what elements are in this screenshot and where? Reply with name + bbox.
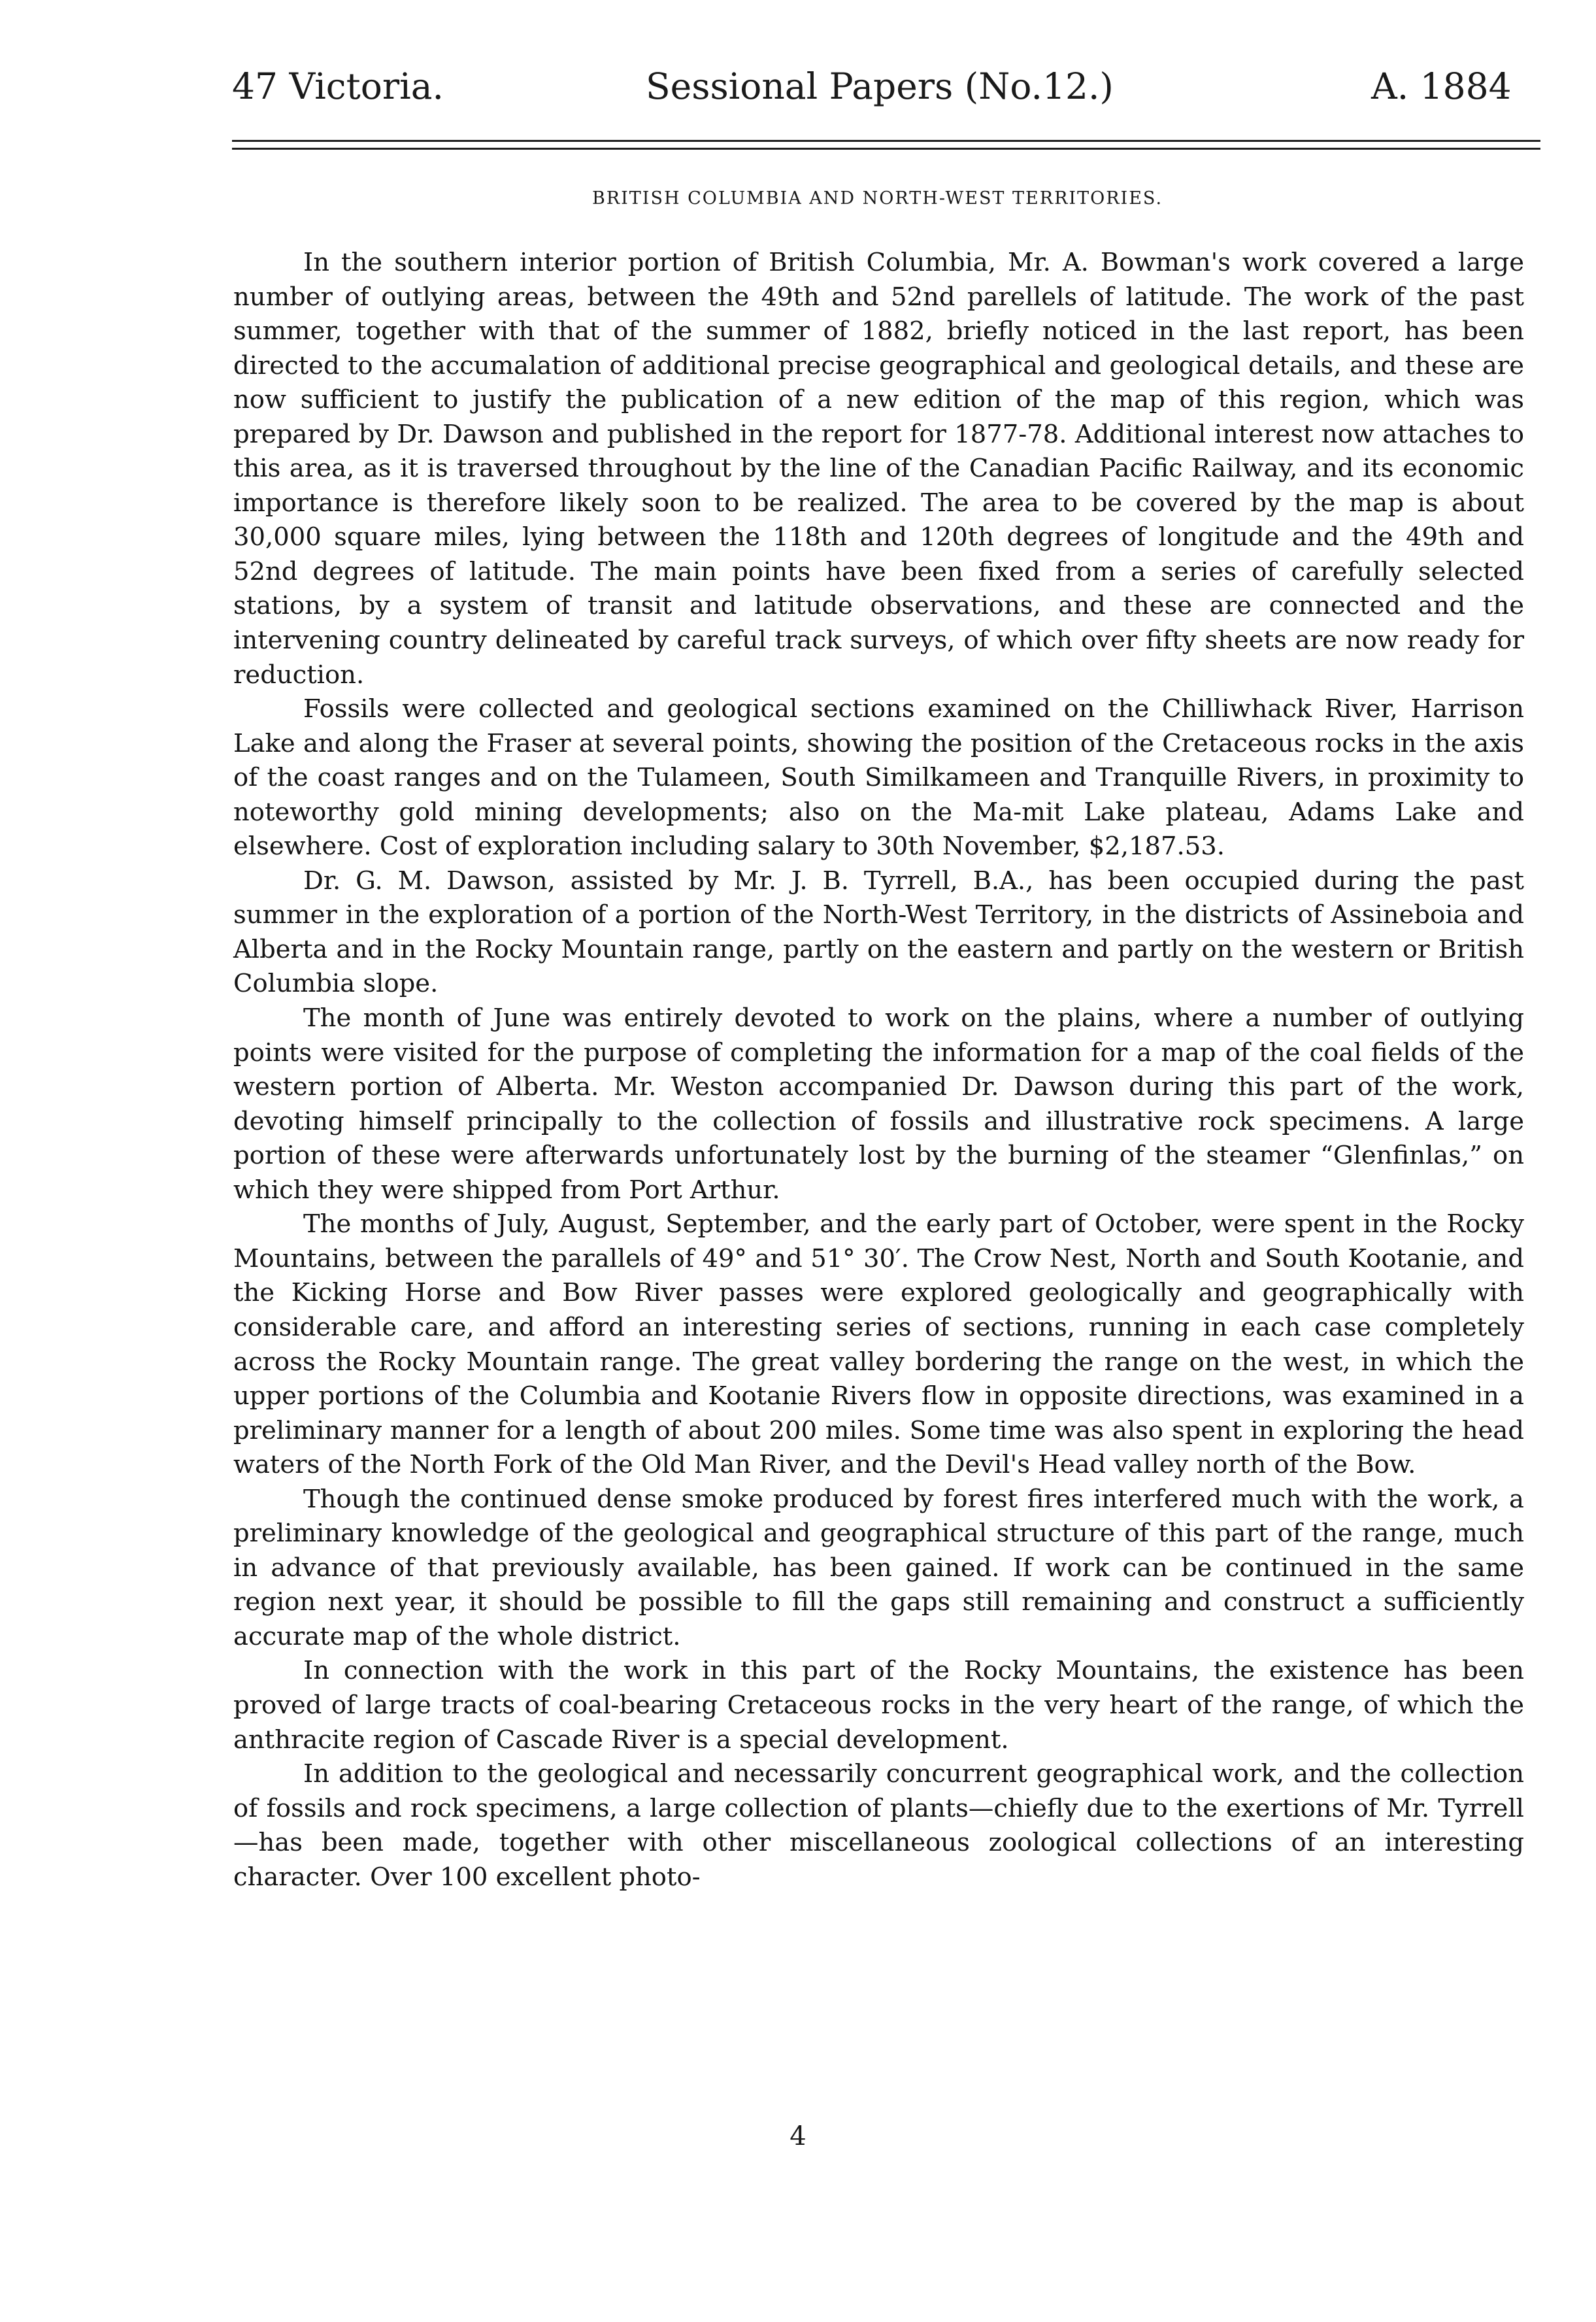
paragraph: Dr. G. M. Dawson, assisted by Mr. J. B. Tyrrell, B.A., has been occupied during the past summer in the exploration of a portion of the North-West Territory, in the districts of Assineboia and Alberta and in the Rocky Mountain range, partly on the eastern and partly on the western or British Columbia slope.: [233, 866, 1524, 999]
page-number: 4: [790, 2121, 806, 2151]
paragraph: The months of July, August, September, and the early part of October, were spent in the Rocky Mountains, between the parallels of 49° and 51° 30′. The Crow Nest, North and South Kootanie, and the Kicking Horse and Bow River passes were explored geologically and geographically with considerable care, and afford an interesting series of sections, running in each case completely across the Rocky Mountain range. The great valley bordering the range on the west, in which the upper portions of the Columbia and Kootanie Rivers flow in opposite directions, was examined in a preliminary manner for a length of about 200 miles. Some time was also spent in exploring the head waters of the North Fork of the Old Man River, and the Devil's Head valley north of the Bow.: [233, 1209, 1524, 1480]
paragraph: The month of June was entirely devoted to work on the plains, where a number of outlying points were visited for the purpose of completing the information for a map of the coal fields of the western portion of Alberta. Mr. Weston accompanied Dr. Dawson during this part of the work, devoting himself principally to the collection of fossils and illustrative rock specimens. A large portion of these were afterwards unfortunately lost by the burning of the steamer “Glenfinlas,” on which they were shipped from Port Arthur.: [233, 1003, 1524, 1205]
paragraph: In connection with the work in this part of the Rocky Mountains, the existence has been proved of large tracts of coal-bearing Cretaceous rocks in the very heart of the range, of which the anthracite region of Cascade River is a special development.: [233, 1656, 1524, 1755]
paragraph: Though the continued dense smoke produced by forest fires interfered much with the work, a preliminary knowledge of the geological and geographical structure of this part of the range, much in advance of that previously available, has been gained. If work can be continued in the same region next year, it should be possible to fill the gaps still remaining and construct a sufficiently accurate map of the whole district.: [233, 1484, 1524, 1651]
paragraph: Fossils were collected and geological sections examined on the Chilliwhack River, Harrison Lake and along the Fraser at several points, showing the position of the Cretaceous rocks in the axis of the coast ranges and on the Tulameen, South Similkameen and Tranquille Rivers, in proximity to noteworthy gold mining developments; also on the Ma-mit Lake plateau, Adams Lake and elsewhere. Cost of exploration including salary to 30th November, $2,187.53.: [233, 694, 1524, 862]
section-title: BRITISH COLUMBIA AND NORTH-WEST TERRITORIES.: [591, 188, 1163, 209]
header-sessional-papers: Sessional Papers (No.12.): [646, 65, 1114, 107]
body-text: [233, 246, 1524, 1894]
paragraph: In addition to the geological and necessarily concurrent geographical work, and the collection of fossils and rock specimens, a large collection of plants—chiefly due to the exertions of Mr. Tyrrell—has been made, together with other miscellaneous zoological collections of an interesting character. Over 100 excellent photo-: [233, 1759, 1524, 1892]
header-rule-lower: [232, 148, 1540, 150]
header-year: A. 1884: [1371, 65, 1512, 107]
paragraph: In the southern interior portion of British Columbia, Mr. A. Bowman's work covered a large number of outlying areas, between the 49th and 52nd parellels of latitude. The work of the past summer, together with that of the summer of 1882, briefly noticed in the last report, has been directed to the accumalation of additional precise geographical and geological details, and these are now sufficient to justify the publication of a new edition of the map of this region, which was prepared by Dr. Dawson and published in the report for 1877-78. Additional interest now attaches to this area, as it is traversed throughout by the line of the Canadian Pacific Railway, and its economic importance is therefore likely soon to be realized. The area to be covered by the map is about 30,000 square miles, lying between the 118th and 120th degrees of longitude and the 49th and 52nd degrees of latitude. The main points have been fixed from a series of carefully selected stations, by a system of transit and latitude observations, and these are connected and the intervening country delineated by careful track surveys, of which over fifty sheets are now ready for reduction.: [233, 248, 1524, 690]
header-session: 47 Victoria.: [232, 65, 444, 107]
header-rule-upper: [232, 140, 1540, 142]
running-header: [0, 60, 1596, 112]
